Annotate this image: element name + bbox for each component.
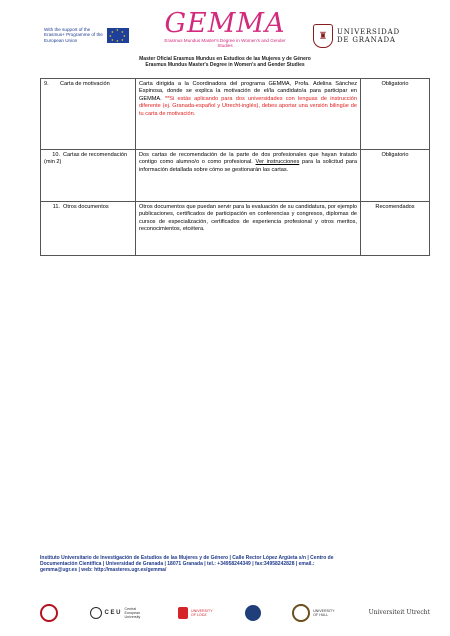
oviedo-seal-icon [245,605,261,621]
partner-logo [245,605,261,621]
gemma-logo-word: GEMMA [164,8,286,39]
ceu-seal-icon [90,607,102,619]
university-name-line2: DE GRANADA [337,36,396,44]
university-logo [313,24,400,48]
footer-line2: Documentación Científica | Universidad de Granada | 18071 Granada | tel.: +34958244349 | fax:34958242828 | email.: [40,561,315,568]
instructions-link[interactable]: Ver instrucciones [255,159,300,166]
row-description: Otros documentos que puedan servir para la evaluación de su candidatura, por ejemplo publicaciones, certificados de participación en conferencias y congresos, diplomas de cursos de especialización, certificados de experiencia profesional y otros meritos, reconocimientos, etcétera. [139,204,357,233]
footer-web-link[interactable]: http://masteres.ugr.es/gemma/ [94,567,167,574]
row-description: Dos cartas de recomendación de la parte de dos profesionales que hayan tratado contigo como alumno/o o como profesional. [139,152,357,166]
partner-logo [40,604,58,622]
bologna-seal-icon [40,604,58,622]
row-label: Otros documentos [63,204,109,210]
row-description-cell [136,150,361,202]
university-seal-icon: ♜ [313,24,333,48]
university-name-line1: UNIVERSIDAD [337,28,400,36]
row-status: Recomendados [361,202,430,256]
row-description: Carta dirigida a la Coordinadora del programa GEMMA, Profa. Adelina Sánchez Espinosa, donde se explica la motivación de el/la candidato/a para participar en GEMMA. [139,81,357,102]
row-description-cell [136,202,361,256]
partner-logo: C E U Central European University [90,607,147,619]
gemma-logo [160,10,290,49]
row-label: Cartas de recomendación (min 2) [44,152,128,166]
row-label-cell [41,150,136,202]
row-label: Carta de motivación [60,81,110,87]
partner-logo: UNIVERSITY OF HULL [292,604,337,622]
row-description-note: **Si estás aplicando para dos universidades con lenguas de instrucción diferente (ej. Granada-español y Utrecht-inglés), debes aportar una versión bilingüe de tu carta de motivación. [139,95,358,117]
table-row [41,79,430,150]
row-number: 10. [52,152,60,158]
page-footer [40,555,420,574]
row-number: 11. [52,204,60,210]
lodz-logo-icon [178,607,188,619]
requirements-table [40,78,430,256]
page-header [0,0,450,70]
partner-logos [40,600,430,626]
footer-line1: Instituto Universitario de Investigación de Estudios de las Mujeres y de Género | Calle Rector López Argüeta s/n | Centro de [40,555,334,561]
hull-seal-icon [292,604,310,622]
row-description-cell [136,79,361,150]
master-title-line2: Erasmus Mundus Master's Degree in Women's and Gender Studies [145,62,305,68]
eu-support-logo [44,27,129,43]
table-row [41,202,430,256]
gemma-tagline: Erasmus Mundus Master's Degree in Women's and Gender Studies [164,38,286,49]
eu-support-text: With the support of the Erasmus+ Programme of the European Union [44,27,103,43]
table-row [41,150,430,202]
partner-logo [369,611,430,615]
footer-email-link[interactable]: gemma@ugr.es [40,567,78,574]
row-status: Obligatorio [361,79,430,150]
row-label-cell [41,79,136,150]
row-description-continued: para la solicitud para información detallada sobre cómo se gestionarán las cartas. [139,159,357,173]
footer-web-label: | web: [78,567,93,574]
eu-flag-icon: ★ ★ ★ ★ ★ ★ ★ ★ [107,28,129,43]
master-title-line1: Master Oficial Erasmus Mundus en Estudios de las Mujeres y de Género [139,56,311,62]
row-number: 9. [44,81,49,87]
partner-logo: UNIVERSITY OF LODZ [178,607,213,619]
row-label-cell [41,202,136,256]
utrecht-logo-icon: Universiteit Utrecht [368,609,430,616]
row-status: Obligatorio [361,150,430,202]
master-title [80,56,370,68]
